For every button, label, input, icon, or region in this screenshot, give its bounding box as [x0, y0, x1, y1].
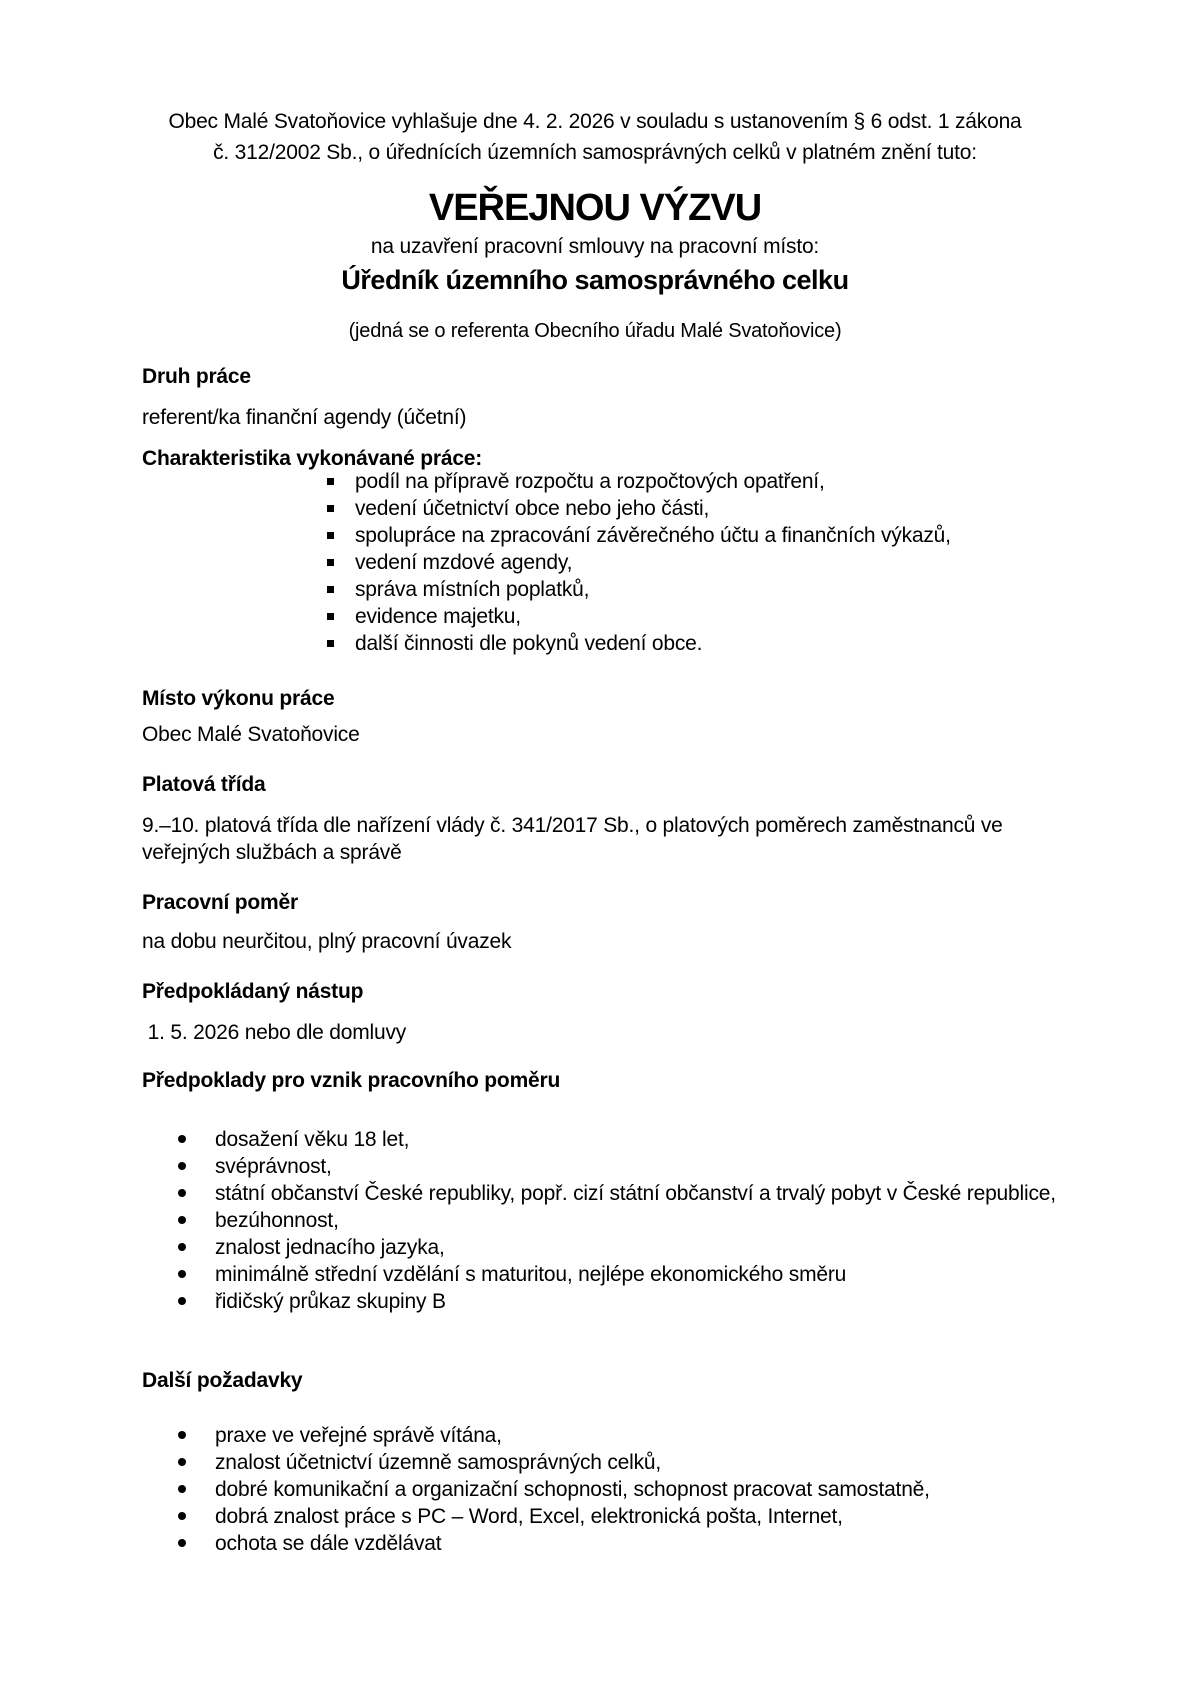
- document-subtitle: na uzavření pracovní smlouvy na pracovní místo:: [370, 235, 820, 258]
- section-heading-misto: Místo výkonu práce: [142, 687, 335, 710]
- list-item-text: bezúhonnost,: [215, 1209, 339, 1232]
- list-item: [178, 1126, 1056, 1153]
- intro-paragraph: [0, 106, 1190, 168]
- position-title: Úředník územního samosprávného celku: [341, 265, 849, 295]
- list-item-text: spolupráce na zpracování závěrečného účtu a finančních výkazů,: [355, 524, 951, 547]
- list-item-text: znalost účetnictví územně samosprávných celků,: [215, 1451, 662, 1474]
- list-item: [178, 1530, 930, 1557]
- square-bullet-icon: [327, 505, 334, 512]
- list-item-text: vedení účetnictví obce nebo jeho části,: [355, 497, 710, 520]
- predpoklady-list: [178, 1126, 1056, 1315]
- round-bullet-icon: [178, 1512, 186, 1520]
- square-bullet-icon: [327, 640, 334, 647]
- list-item: [326, 603, 951, 630]
- section-heading-nastup: Předpokládaný nástup: [142, 980, 364, 1003]
- position-note: (jedná se o referenta Obecního úřadu Malé Svatoňovice): [348, 320, 842, 342]
- intro-line-2: č. 312/2002 Sb., o úřednících územních samosprávných celků v platném znění tuto:: [213, 141, 977, 164]
- charakteristika-list: [326, 468, 951, 657]
- list-item: [326, 495, 951, 522]
- list-item: [326, 576, 951, 603]
- list-item-text: dobrá znalost práce s PC – Word, Excel, elektronická pošta, Internet,: [215, 1505, 843, 1528]
- list-item-text: dobré komunikační a organizační schopnosti, schopnost pracovat samostatně,: [215, 1478, 930, 1501]
- round-bullet-icon: [178, 1485, 186, 1493]
- list-item: [326, 522, 951, 549]
- platova-trida-line-2: veřejných službách a správě: [142, 841, 402, 864]
- round-bullet-icon: [178, 1539, 186, 1547]
- list-item-text: řidičský průkaz skupiny B: [215, 1290, 446, 1313]
- round-bullet-icon: [178, 1243, 186, 1251]
- section-heading-dalsi-pozadavky: Další požadavky: [142, 1369, 303, 1392]
- dalsi-pozadavky-list: [178, 1422, 930, 1557]
- section-heading-platova-trida: Platová třída: [142, 773, 266, 796]
- list-item: [178, 1207, 1056, 1234]
- list-item: [178, 1153, 1056, 1180]
- list-item: [178, 1180, 1056, 1207]
- round-bullet-icon: [178, 1297, 186, 1305]
- druh-prace-text: referent/ka finanční agendy (účetní): [142, 406, 467, 429]
- round-bullet-icon: [178, 1431, 186, 1439]
- list-item-text: evidence majetku,: [355, 605, 521, 628]
- platova-trida-line-1: 9.–10. platová třída dle nařízení vlády č. 341/2017 Sb., o platových poměrech zaměstnanců ve: [142, 814, 1003, 837]
- list-item: [178, 1422, 930, 1449]
- square-bullet-icon: [327, 478, 334, 485]
- section-heading-charakteristika: Charakteristika vykonávané práce:: [142, 447, 483, 470]
- round-bullet-icon: [178, 1135, 186, 1143]
- list-item-text: vedení mzdové agendy,: [355, 551, 573, 574]
- list-item-text: svéprávnost,: [215, 1155, 332, 1178]
- list-item: [326, 630, 951, 657]
- list-item-text: praxe ve veřejné správě vítána,: [215, 1424, 502, 1447]
- list-item-text: znalost jednacího jazyka,: [215, 1236, 445, 1259]
- square-bullet-icon: [327, 586, 334, 593]
- list-item: [326, 468, 951, 495]
- square-bullet-icon: [327, 613, 334, 620]
- list-item: [178, 1503, 930, 1530]
- round-bullet-icon: [178, 1189, 186, 1197]
- round-bullet-icon: [178, 1162, 186, 1170]
- section-heading-druh-prace: Druh práce: [142, 365, 251, 388]
- square-bullet-icon: [327, 532, 334, 539]
- list-item: [178, 1261, 1056, 1288]
- round-bullet-icon: [178, 1270, 186, 1278]
- square-bullet-icon: [327, 559, 334, 566]
- section-heading-predpoklady: Předpoklady pro vznik pracovního poměru: [142, 1069, 561, 1092]
- platova-trida-text: [142, 812, 1003, 866]
- list-item: [326, 549, 951, 576]
- document-title: VEŘEJNOU VÝZVU: [428, 187, 762, 229]
- section-heading-pracovni-pomer: Pracovní poměr: [142, 891, 298, 914]
- list-item-text: další činnosti dle pokynů vedení obce.: [355, 632, 703, 655]
- list-item-text: dosažení věku 18 let,: [215, 1128, 410, 1151]
- round-bullet-icon: [178, 1458, 186, 1466]
- list-item-text: státní občanství České republiky, popř. cizí státní občanství a trvalý pobyt v České republice,: [215, 1182, 1056, 1205]
- intro-line-1: Obec Malé Svatoňovice vyhlašuje dne 4. 2. 2026 v souladu s ustanovením § 6 odst. 1 zákona: [168, 110, 1022, 133]
- round-bullet-icon: [178, 1216, 186, 1224]
- misto-text: Obec Malé Svatoňovice: [142, 723, 360, 746]
- pracovni-pomer-text: na dobu neurčitou, plný pracovní úvazek: [142, 930, 512, 953]
- list-item: [178, 1288, 1056, 1315]
- list-item: [178, 1234, 1056, 1261]
- list-item-text: podíl na přípravě rozpočtu a rozpočtových opatření,: [355, 470, 825, 493]
- nastup-text: 1. 5. 2026 nebo dle domluvy: [142, 1021, 407, 1044]
- list-item: [178, 1449, 930, 1476]
- list-item-text: správa místních poplatků,: [355, 578, 590, 601]
- list-item-text: ochota se dále vzdělávat: [215, 1532, 442, 1555]
- list-item: [178, 1476, 930, 1503]
- list-item-text: minimálně střední vzdělání s maturitou, nejlépe ekonomického směru: [215, 1263, 847, 1286]
